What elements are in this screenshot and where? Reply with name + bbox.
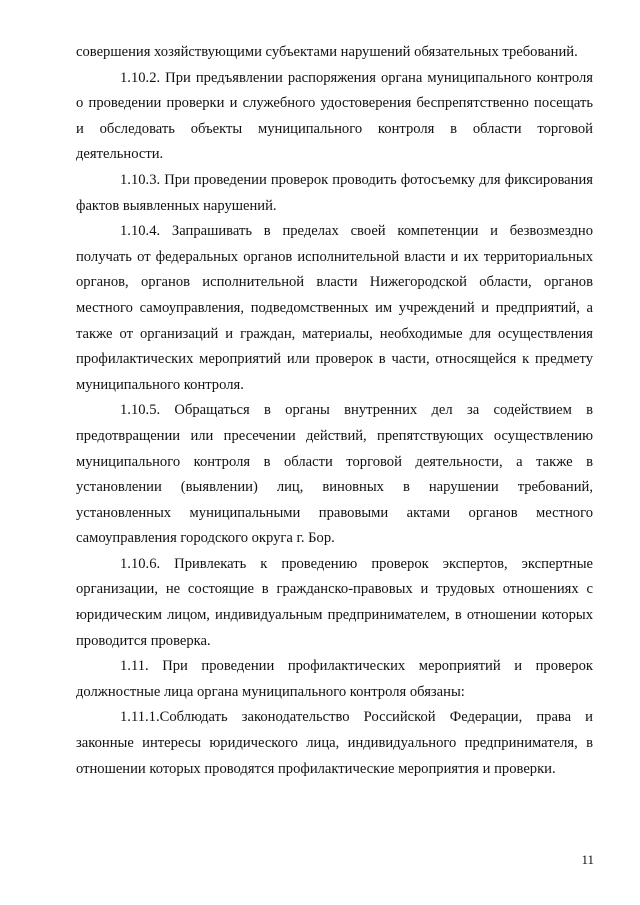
paragraph-1-10-5: 1.10.5. Обращаться в органы внутренних дел за содействием в предотвращении или пресечении действий, препятствующих осуществлению муниципального контроля в области торговой деятельности, а также в установлении (выявлении) лиц, виновных в нарушении требований, установленных муниципальными правовыми актами органов местного самоуправления городского округа г. Бор.	[76, 402, 593, 547]
page-number: 11	[581, 852, 594, 867]
paragraph-1-11-1: 1.11.1.Соблюдать законодательство Российской Федерации, права и законные интересы юридического лица, индивидуального предпринимателя, в отношении которых проводятся профилактические мероприятия и проверки.	[76, 709, 593, 777]
paragraph-1-11: 1.11. При проведении профилактических мероприятий и проверок должностные лица органа муниципального контроля обязаны:	[76, 658, 593, 700]
document-page	[76, 40, 593, 782]
paragraph-1-10-3: 1.10.3. При проведении проверок проводить фотосъемку для фиксирования фактов выявленных нарушений.	[76, 171, 593, 214]
paragraph-1-10-2: 1.10.2. При предъявлении распоряжения органа муниципального контроля о проведении проверки и служебного удостоверения беспрепятственно посещать и обследовать объекты муниципального контроля в области торговой деятельности.	[76, 69, 593, 163]
paragraph-continuation: совершения хозяйствующими субъектами нарушений обязательных требований.	[76, 44, 578, 60]
paragraph-1-10-4: 1.10.4. Запрашивать в пределах своей компетенции и безвозмездно получать от федеральных органов исполнительной власти и их территориальных органов, органов исполнительной власти Нижегородской области, органов местного самоуправления, подведомственных им учреждений и предприятий, а также от организаций и граждан, материалы, необходимые для осуществления профилактических мероприятий или проверок в части, относящейся к предмету муниципального контроля.	[76, 223, 593, 393]
paragraph-1-10-6: 1.10.6. Привлекать к проведению проверок экспертов, экспертные организации, не состоящие в гражданско-правовых и трудовых отношениях с юридическим лицом, индивидуальным предпринимателем, в отношении которых проводится проверка.	[76, 555, 593, 649]
